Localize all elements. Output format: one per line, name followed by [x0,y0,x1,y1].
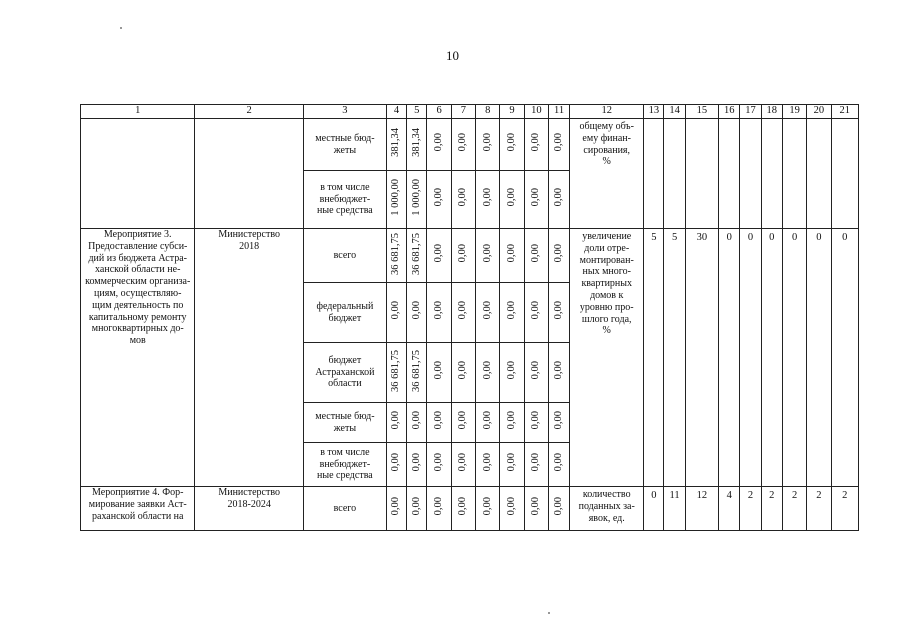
target-indicator: общему объ- ему финан- сирования, % [570,119,644,229]
amount-value: 0,00 [432,411,444,430]
indicator-value: 2 [740,487,761,531]
column-number: 15 [685,105,718,119]
amount-value: 0,00 [390,411,402,430]
amount-value: 0,00 [432,244,444,263]
amount-value: 0,00 [505,244,517,263]
amount-cell [427,171,451,229]
column-number: 14 [664,105,685,119]
amount-value: 0,00 [505,411,517,430]
amount-value: 0,00 [457,411,469,430]
amount-cell [451,283,475,343]
amount-value: 0,00 [457,453,469,472]
funding-source: всего [303,487,386,531]
column-number: 9 [500,105,524,119]
amount-value: 0,00 [457,244,469,263]
column-number: 8 [476,105,500,119]
amount-cell [476,343,500,403]
amount-cell [548,443,569,487]
amount-value: 0,00 [552,301,564,320]
amount-cell [548,229,569,283]
amount-cell [476,119,500,171]
amount-value: 0,00 [552,453,564,472]
indicator-value: 0 [782,229,806,487]
column-number: 1 [81,105,195,119]
amount-value: 36 681,75 [390,232,402,275]
indicator-value: 0 [740,229,761,487]
amount-cell [524,343,548,403]
column-number: 12 [570,105,644,119]
amount-cell [476,443,500,487]
amount-value: 0,00 [530,497,542,516]
measure-cell [81,119,195,229]
header-row [81,105,859,119]
amount-cell [407,229,427,283]
scan-speck [120,27,122,29]
amount-cell [500,343,524,403]
amount-value: 0,00 [390,301,402,320]
column-number: 3 [303,105,386,119]
indicator-value: 2 [782,487,806,531]
amount-cell [500,229,524,283]
indicator-value: 5 [664,229,685,487]
column-number: 21 [831,105,858,119]
amount-value: 0,00 [552,244,564,263]
amount-cell [476,229,500,283]
target-indicator: увеличение доли отре- монтирован- ных много- квартирных домов к уровню про- шлого года, % [570,229,644,487]
executor-cell [195,119,303,229]
amount-cell [427,443,451,487]
indicator-cell [831,119,858,229]
amount-value: 36 681,75 [410,232,422,275]
indicator-value: 0 [719,229,740,487]
amount-value: 0,00 [552,188,564,207]
indicator-cell [685,119,718,229]
amount-value: 0,00 [481,188,493,207]
amount-cell [500,443,524,487]
amount-value: 0,00 [410,411,422,430]
amount-cell [500,403,524,443]
amount-value: 0,00 [481,361,493,380]
amount-value: 0,00 [432,301,444,320]
indicator-cell [761,119,782,229]
funding-row [81,119,859,171]
indicator-cell [740,119,761,229]
amount-value: 0,00 [530,301,542,320]
indicator-value: 0 [831,229,858,487]
amount-cell [500,487,524,531]
amount-value: 0,00 [530,453,542,472]
amount-value: 0,00 [410,301,422,320]
amount-cell [451,343,475,403]
amount-value: 0,00 [481,497,493,516]
indicator-value: 0 [807,229,831,487]
column-number: 18 [761,105,782,119]
amount-cell [524,171,548,229]
amount-value: 0,00 [410,453,422,472]
amount-value: 381,34 [390,128,402,158]
amount-value: 0,00 [432,133,444,152]
amount-cell [386,487,406,531]
amount-value: 0,00 [432,361,444,380]
amount-value: 0,00 [390,497,402,516]
column-number: 6 [427,105,451,119]
funding-source: местные бюд- жеты [303,119,386,171]
funding-row [81,487,859,531]
amount-value: 0,00 [552,361,564,380]
funding-source: местные бюд- жеты [303,403,386,443]
amount-cell [524,119,548,171]
amount-cell [427,119,451,171]
indicator-value: 4 [719,487,740,531]
amount-value: 0,00 [505,361,517,380]
amount-cell [476,487,500,531]
amount-value: 0,00 [505,133,517,152]
amount-value: 0,00 [505,497,517,516]
amount-cell [451,487,475,531]
scan-speck [548,612,550,614]
executor-cell: Министерство 2018 [195,229,303,487]
amount-value: 0,00 [530,411,542,430]
amount-value: 0,00 [530,188,542,207]
indicator-cell [664,119,685,229]
amount-cell [524,487,548,531]
amount-value: 0,00 [481,133,493,152]
amount-cell [386,283,406,343]
amount-cell [407,487,427,531]
amount-cell [407,443,427,487]
indicator-value: 2 [831,487,858,531]
amount-cell [548,119,569,171]
amount-cell [407,171,427,229]
target-indicator: количество поданных за- явок, ед. [570,487,644,531]
amount-cell [427,343,451,403]
amount-cell [451,403,475,443]
indicator-cell [807,119,831,229]
amount-value: 0,00 [481,411,493,430]
amount-cell [476,283,500,343]
column-number: 16 [719,105,740,119]
amount-value: 0,00 [457,301,469,320]
amount-value: 0,00 [481,301,493,320]
indicator-value: 30 [685,229,718,487]
amount-cell [451,229,475,283]
amount-cell [524,403,548,443]
amount-cell [407,403,427,443]
amount-value: 0,00 [530,244,542,263]
indicator-value: 2 [761,487,782,531]
measure-cell: Мероприятие 3. Предоставление субси- дий из бюджета Астра- ханской области не- коммерческим организа- циям, осуществляю- щим деятельность по капитальному ремонту многоквартирных до- мов [81,229,195,487]
column-number: 7 [451,105,475,119]
amount-value: 0,00 [505,301,517,320]
column-number: 2 [195,105,303,119]
amount-cell [386,443,406,487]
amount-cell [451,443,475,487]
amount-value: 1 000,00 [410,179,422,216]
amount-cell [407,283,427,343]
amount-value: 0,00 [457,133,469,152]
amount-cell [427,283,451,343]
column-number: 11 [548,105,569,119]
funding-source: бюджет Астраханской области [303,343,386,403]
amount-cell [476,171,500,229]
table-body [81,105,859,531]
amount-cell [386,403,406,443]
executor-cell: Министерство 2018-2024 [195,487,303,531]
amount-value: 0,00 [505,188,517,207]
indicator-value: 0 [761,229,782,487]
column-number: 20 [807,105,831,119]
amount-value: 0,00 [552,411,564,430]
amount-value: 0,00 [432,497,444,516]
amount-cell [386,343,406,403]
amount-value: 0,00 [457,497,469,516]
amount-cell [451,119,475,171]
measure-cell: Мероприятие 4. Фор- мирование заявки Аст- раханской области на [81,487,195,531]
amount-cell [548,283,569,343]
column-number: 4 [386,105,406,119]
amount-cell [386,229,406,283]
amount-cell [427,229,451,283]
amount-cell [500,171,524,229]
amount-value: 0,00 [552,133,564,152]
funding-row [81,229,859,283]
amount-cell [548,403,569,443]
indicator-cell [644,119,664,229]
amount-value: 36 681,75 [410,349,422,392]
column-number: 19 [782,105,806,119]
amount-cell [407,343,427,403]
amount-cell [548,487,569,531]
amount-value: 0,00 [530,361,542,380]
amount-cell [524,443,548,487]
indicator-cell [782,119,806,229]
amount-cell [524,283,548,343]
indicator-value: 0 [644,487,664,531]
amount-cell [548,171,569,229]
budget-table [80,104,859,531]
amount-cell [548,343,569,403]
amount-value: 0,00 [457,188,469,207]
funding-source: всего [303,229,386,283]
amount-value: 36 681,75 [390,349,402,392]
indicator-cell [719,119,740,229]
amount-cell [451,171,475,229]
amount-value: 0,00 [432,453,444,472]
amount-cell [427,403,451,443]
amount-cell [500,283,524,343]
amount-cell [427,487,451,531]
amount-value: 0,00 [481,453,493,472]
amount-cell [407,119,427,171]
indicator-value: 5 [644,229,664,487]
column-number: 13 [644,105,664,119]
column-number: 10 [524,105,548,119]
column-number: 17 [740,105,761,119]
funding-source: в том числе внебюджет- ные средства [303,443,386,487]
amount-cell [386,119,406,171]
amount-cell [476,403,500,443]
amount-cell [386,171,406,229]
amount-value: 0,00 [457,361,469,380]
column-number: 5 [407,105,427,119]
indicator-value: 11 [664,487,685,531]
indicator-value: 2 [807,487,831,531]
page-number: 10 [446,48,459,63]
amount-value: 0,00 [481,244,493,263]
amount-value: 0,00 [410,497,422,516]
amount-value: 0,00 [390,453,402,472]
amount-cell [500,119,524,171]
amount-cell [524,229,548,283]
amount-value: 0,00 [552,497,564,516]
amount-value: 1 000,00 [390,179,402,216]
amount-value: 0,00 [432,188,444,207]
amount-value: 381,34 [410,128,422,158]
indicator-value: 12 [685,487,718,531]
amount-value: 0,00 [530,133,542,152]
funding-source: в том числе внебюджет- ные средства [303,171,386,229]
funding-source: федеральный бюджет [303,283,386,343]
amount-value: 0,00 [505,453,517,472]
